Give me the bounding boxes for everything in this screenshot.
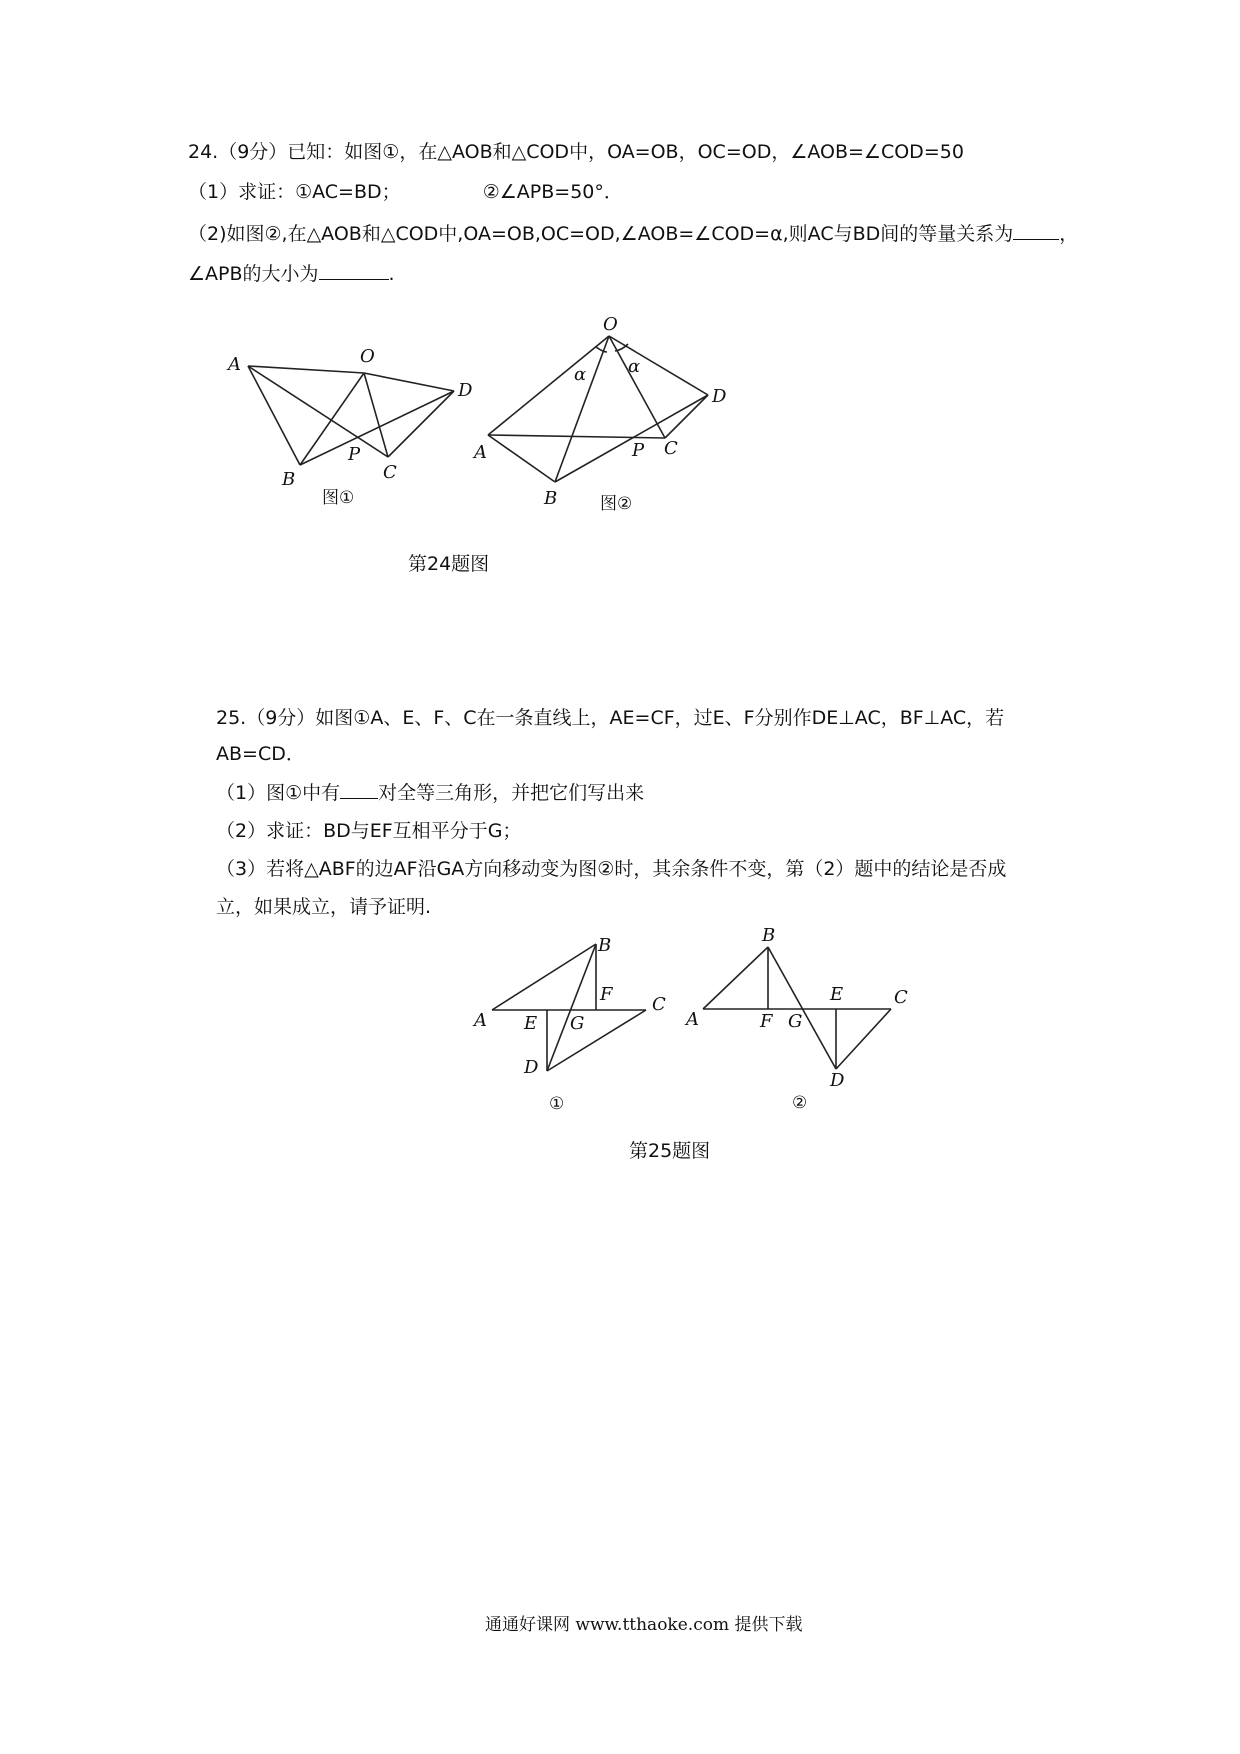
label-E: E [830, 984, 844, 1005]
label-G: G [788, 1011, 803, 1032]
label-A: A [228, 354, 241, 375]
label-O: O [360, 346, 375, 367]
q24-period: . [388, 263, 395, 285]
label-C: C [894, 987, 908, 1008]
alpha-label: α [628, 356, 641, 377]
q25-line-2: AB=CD． [216, 743, 305, 765]
label-B: B [762, 925, 776, 946]
q24-part2-text: （2)如图②,在△AOB和△COD中,OA=OB,OC=OD,∠AOB=∠COD=α,则AC与BD间的等量关系为 [188, 223, 1014, 245]
label-P: P [632, 440, 645, 461]
page-footer: 通通好课网 www.tthaoke.com 提供下载 [485, 1615, 803, 1635]
q25-figure-2 [684, 925, 908, 1113]
q24-part1-b: ②∠APB=50°． [482, 181, 623, 203]
q25-figure-1 [472, 935, 666, 1114]
label-B: B [282, 469, 296, 490]
label-P: P [348, 444, 361, 465]
figure-1-caption: 图① [322, 488, 355, 508]
answer-blank[interactable] [340, 780, 378, 799]
label-F: F [600, 984, 613, 1005]
q25-figure-caption: 第25题图 [629, 1140, 711, 1162]
q24-figure-caption: 第24题图 [408, 553, 490, 575]
q25-figures [0, 920, 1240, 1160]
q24-line-1: 24.（9分）已知：如图①，在△AOB和△COD中，OA=OB，OC=OD，∠AOB=∠COD=50 [188, 141, 964, 163]
q24-angle-text: ∠APB的大小为 [188, 263, 319, 285]
label-A: A [686, 1009, 699, 1030]
label-B: B [544, 488, 558, 509]
label-E: E [524, 1013, 538, 1034]
q24-comma: ， [1059, 223, 1079, 245]
label-F: F [760, 1011, 773, 1032]
label-D: D [830, 1070, 845, 1091]
label-A: A [474, 442, 487, 463]
label-C: C [383, 462, 397, 483]
q24-figure-1 [226, 346, 473, 508]
q25-line-5: （3）若将△ABF的边AF沿GA方向移动变为图②时，其余条件不变，第（2）题中的结论是否成 [216, 858, 1007, 880]
figure-2-caption: 图② [600, 494, 633, 514]
figure-1-caption: ① [549, 1094, 565, 1114]
label-D: D [458, 380, 473, 401]
q25-line-4: （2）求证：BD与EF互相平分于G； [216, 820, 522, 842]
label-G: G [570, 1013, 585, 1034]
alpha-label: α [574, 364, 587, 385]
q25-line-1: 25.（9分）如图①A、E、F、C在一条直线上，AE=CF，过E、F分别作DE⊥AC，BF⊥AC，若 [216, 707, 1005, 729]
label-D: D [524, 1057, 539, 1078]
q24-figure-2 [472, 314, 727, 514]
label-C: C [652, 994, 666, 1015]
q25-line-3 [216, 780, 644, 805]
q25-line-6: 立，如果成立，请予证明. [216, 896, 432, 918]
figure-2-caption: ② [792, 1093, 808, 1113]
q25-part1-text: （1）图①中有 [216, 782, 341, 804]
label-A: A [474, 1010, 487, 1031]
label-O: O [603, 314, 618, 335]
q24-part1-a: （1）求证：①AC=BD； [188, 181, 401, 203]
label-D: D [712, 386, 727, 407]
label-B: B [598, 935, 612, 956]
label-C: C [664, 438, 678, 459]
q25-part1-text-2: 对全等三角形，并把它们写出来 [378, 782, 645, 804]
q24-figures [0, 0, 1240, 560]
